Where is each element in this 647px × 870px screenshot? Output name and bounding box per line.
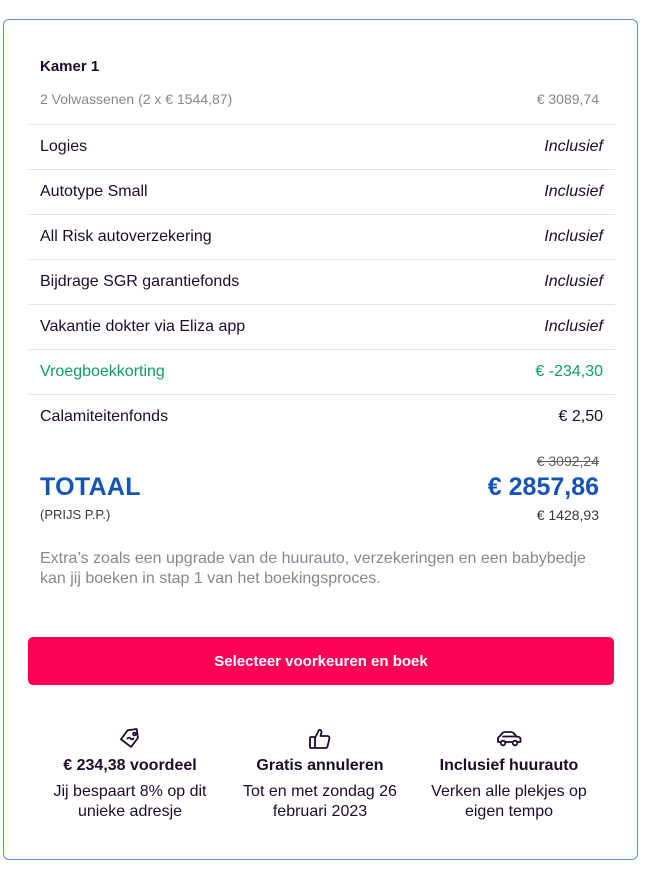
price-breakdown-list [29,124,615,439]
usp-savings [35,726,225,822]
usp-description: Verken alle plekjes op eigen tempo [431,783,587,820]
line-item-amount: Inclusief [544,318,603,335]
line-item-calamity-fund [29,394,615,439]
line-item-amount: Inclusief [544,183,603,200]
line-item-label: Autotype Small [40,183,148,200]
usp-description: Tot en met zondag 26 februari 2023 [243,783,397,820]
line-item-logies [29,124,615,169]
usp-description: Jij bespaart 8% op dit unieke adresje [53,783,207,820]
usp-title: Gratis annuleren [256,757,384,774]
line-item-label: Bijdrage SGR garantiefonds [40,273,240,290]
usp-rental-car [414,726,604,822]
total-label: TOTAAL [40,473,141,501]
line-item-amount: € 2,50 [558,408,603,425]
line-item-early-booking-discount [29,349,615,394]
line-item-car-insurance [29,214,615,259]
usp-free-cancellation [225,726,415,822]
total-price: € 2857,86 [487,473,599,501]
car-icon [496,726,522,752]
line-item-label: Calamiteitenfonds [40,408,169,425]
usp-title: Inclusief huurauto [439,757,579,774]
usp-title: € 234,38 voordeel [63,757,197,774]
room-title: Kamer 1 [40,58,100,75]
per-person-price: € 1428,93 [536,507,599,523]
line-item-label: Vakantie dokter via Eliza app [40,318,246,335]
line-item-label: Logies [40,138,88,155]
room-occupants: 2 Volwassenen (2 x € 1544,87) [40,91,233,107]
line-item-label: All Risk autoverzekering [40,228,212,245]
line-item-amount: Inclusief [544,138,603,155]
price-tag-icon [117,726,143,752]
thumbs-up-icon [307,726,333,752]
line-item-amount: Inclusief [544,273,603,290]
extras-note: Extra’s zoals een upgrade van de huurauto, verzekeringen en een babybedje kan jij boeken in stap 1 van het boekingsproces. [40,550,586,587]
line-item-autotype [29,169,615,214]
price-summary-card [3,19,638,860]
line-item-amount: € -234,30 [535,363,603,380]
select-preferences-book-button[interactable]: Selecteer voorkeuren en boek [28,637,614,685]
line-item-holiday-doctor [29,304,615,349]
line-item-amount: Inclusief [544,228,603,245]
per-person-label: (PRIJS P.P.) [40,507,111,522]
line-item-sgr-fund [29,259,615,304]
old-total-price: € 3092,24 [536,453,599,469]
room-occupants-amount: € 3089,74 [536,91,599,107]
line-item-label: Vroegboekkorting [40,363,165,380]
